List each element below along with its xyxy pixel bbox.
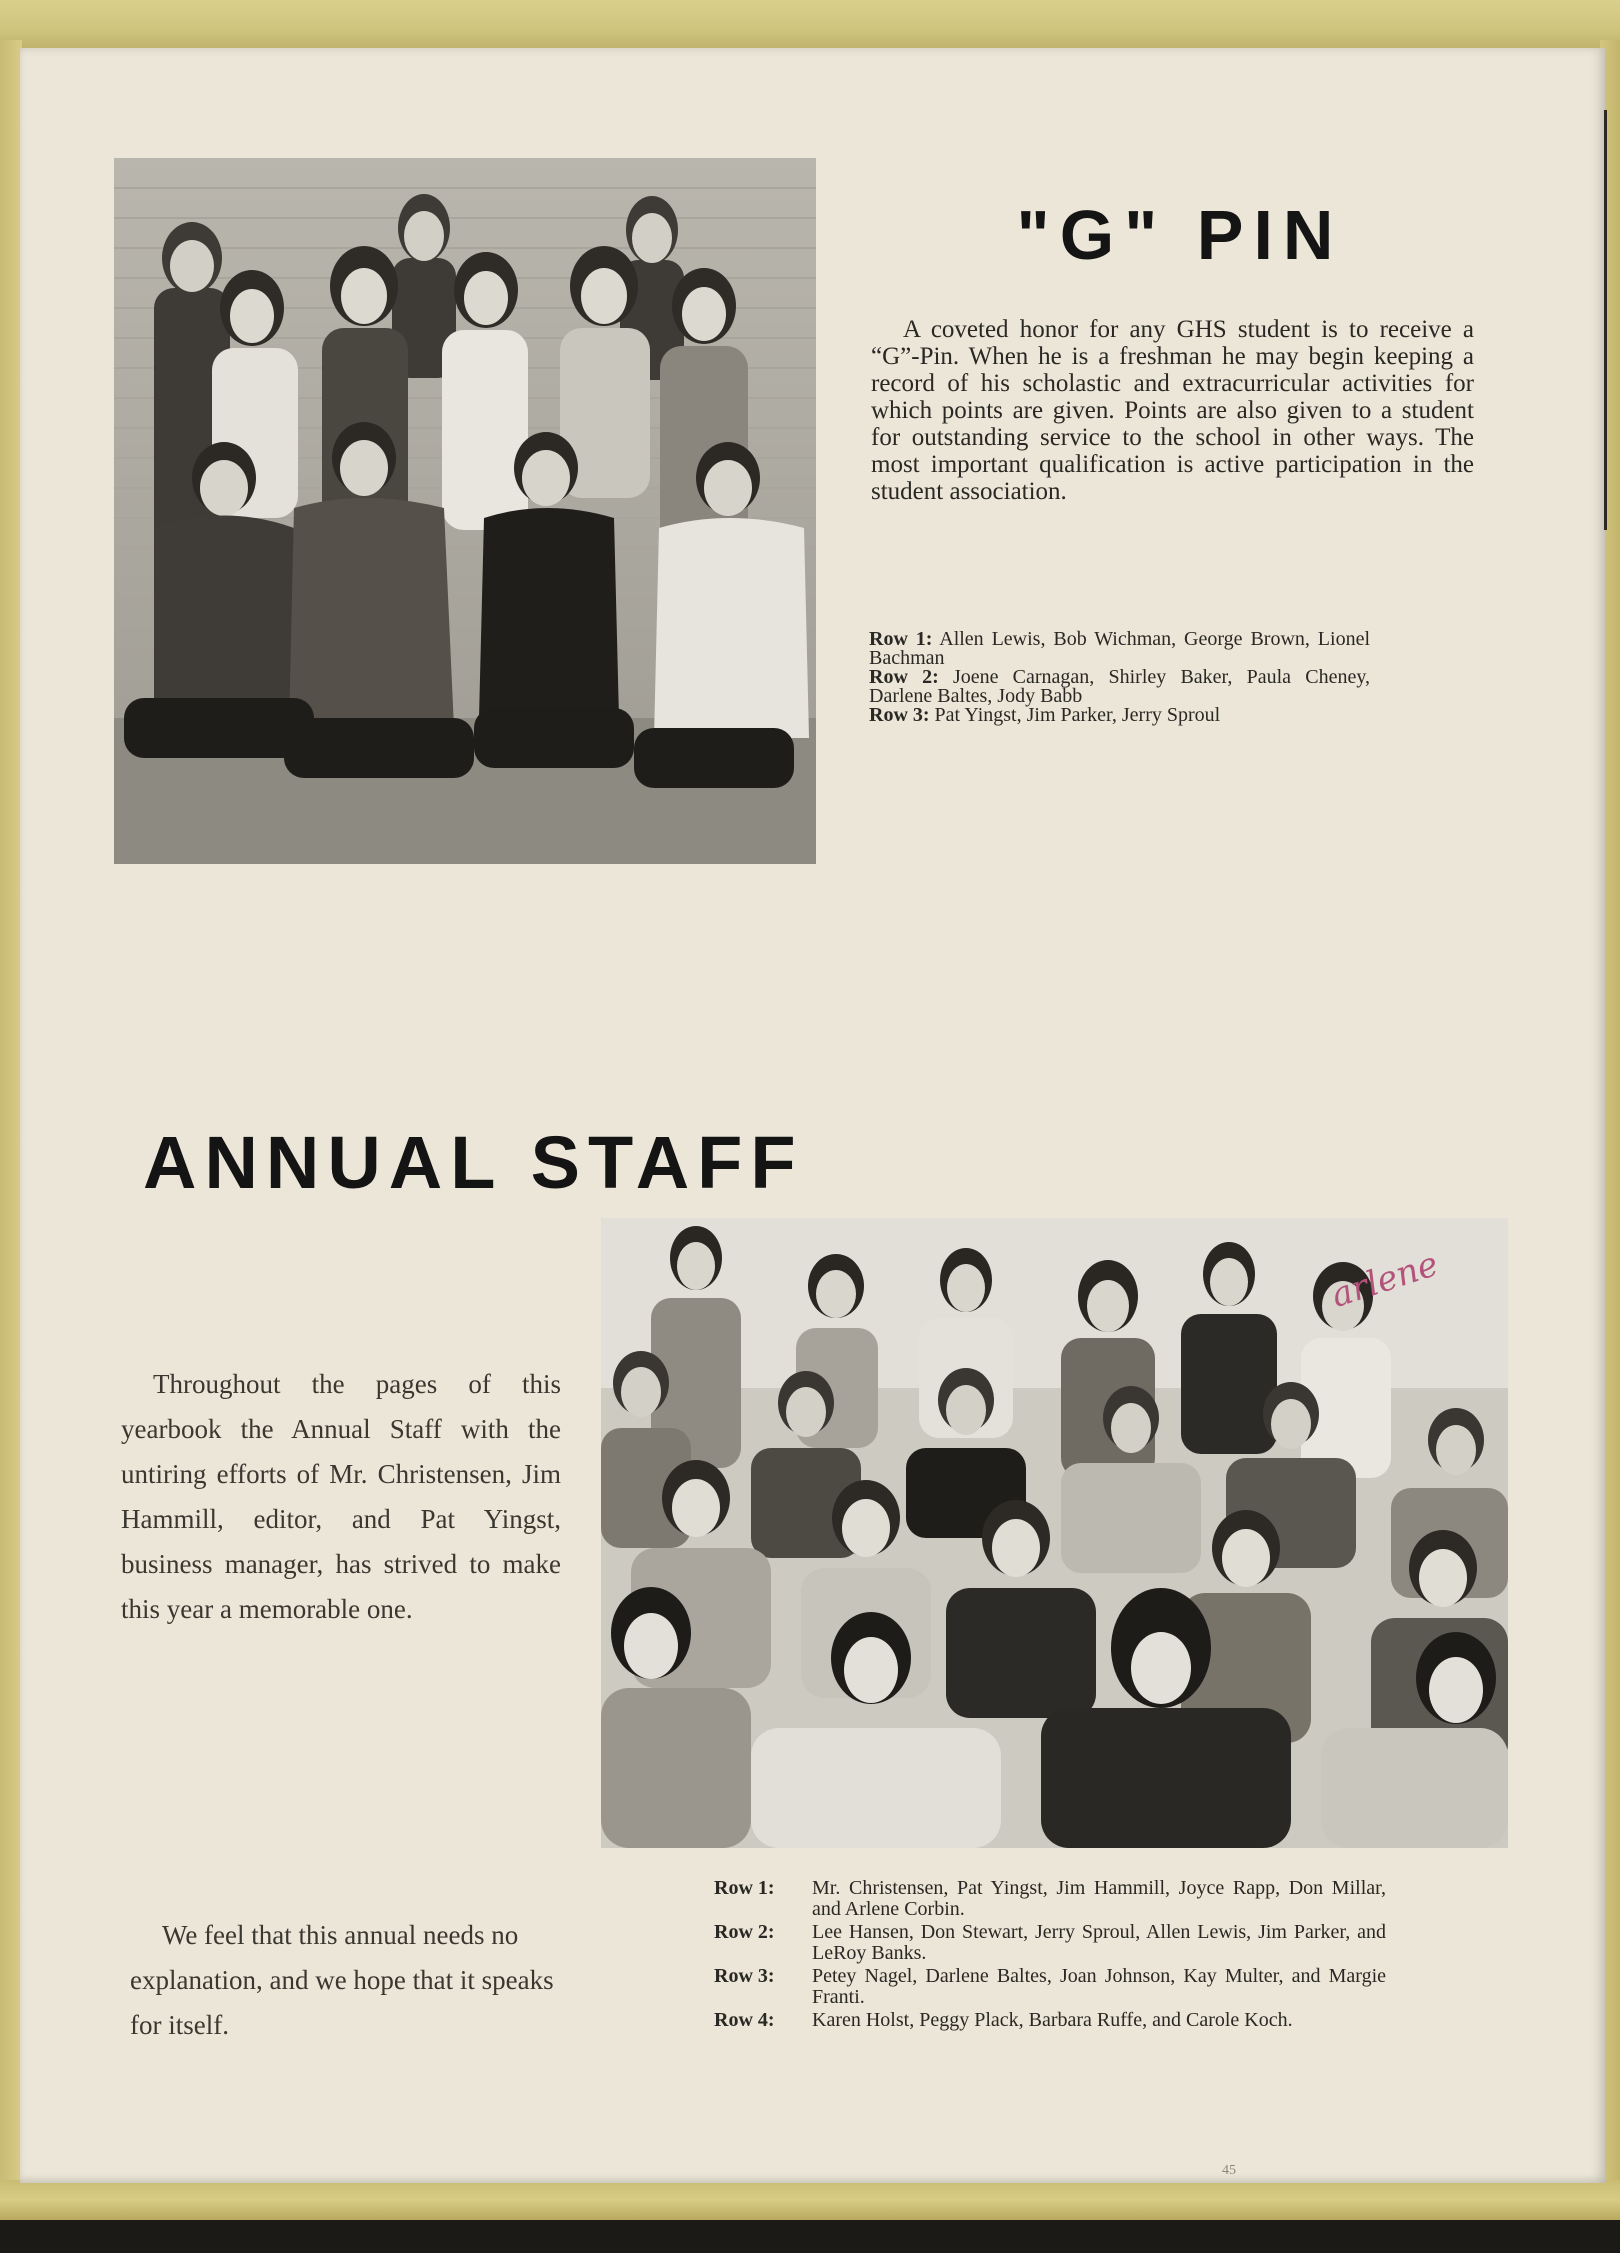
annual-staff-group-photo — [601, 1218, 1508, 1848]
gpin-caption — [869, 630, 1370, 725]
staff-caption-row-1 — [714, 1878, 1386, 1920]
row-names: Lee Hansen, Don Stewart, Jerry Sproul, Allen Lewis, Jim Parker, and LeRoy Banks. — [812, 1921, 1386, 1964]
annual-staff-heading: ANNUAL STAFF — [143, 1121, 804, 1204]
book-cover-top-edge — [0, 0, 1620, 50]
staff-caption-row-2 — [714, 1922, 1386, 1964]
staff-caption-row-4 — [714, 2010, 1386, 2031]
row-label: Row 3: — [869, 704, 930, 726]
gpin-caption-row-3 — [869, 706, 1370, 725]
row-names: Pat Yingst, Jim Parker, Jerry Sproul — [934, 704, 1221, 726]
row-names: Joene Carnagan, Shirley Baker, Paula Cheney, Darlene Baltes, Jody Babb — [869, 666, 1371, 707]
handwritten-signature: arlene — [1326, 1244, 1444, 1316]
row-label: Row 3: — [714, 1965, 775, 1987]
gpin-caption-row-1 — [869, 630, 1370, 668]
gpin-description: A coveted honor for any GHS student is to receive a “G”-Pin. When he is a freshman he may begin keeping a record of his scholastic and extracurricular activities for which points are given. Points are also given to a student for outstanding service to the school in other ways. The most important qualification is active participation in the student association. — [871, 316, 1474, 505]
book-cover-left-edge — [0, 40, 22, 2190]
row-label: Row 1: — [714, 1877, 775, 1899]
book-cover-bottom-edge — [0, 2180, 1620, 2220]
annual-staff-caption — [714, 1878, 1386, 2033]
gpin-caption-row-2 — [869, 668, 1370, 706]
row-label: Row 2: — [714, 1921, 775, 1943]
annual-staff-closing: We feel that this annual needs no explanation, and we hope that it speaks for itself. — [130, 1920, 554, 2040]
row-names: Allen Lewis, Bob Wichman, George Brown, Lionel Bachman — [869, 628, 1370, 669]
row-names: Mr. Christensen, Pat Yingst, Jim Hammill, Joyce Rapp, Don Millar, and Arlene Corbin. — [812, 1877, 1386, 1920]
row-label: Row 4: — [714, 2009, 775, 2031]
row-label: Row 2: — [869, 666, 939, 688]
gpin-photo-graphic — [114, 158, 816, 864]
page-gutter-line — [1604, 110, 1607, 530]
row-names: Karen Holst, Peggy Plack, Barbara Ruffe, and Carole Koch. — [812, 2009, 1293, 2031]
gpin-heading: "G" PIN — [1016, 196, 1344, 274]
row-label: Row 1: — [869, 628, 933, 650]
page-number: 45 — [1222, 2163, 1236, 2178]
annual-staff-intro: Throughout the pages of this yearbook the Annual Staff with the untiring efforts of Mr. Christensen, Jim Hammill, editor, and Pat Yingst, business manager, has strived to make this year a memorable one. — [121, 1369, 561, 1624]
row-names: Petey Nagel, Darlene Baltes, Joan Johnson, Kay Multer, and Margie Franti. — [812, 1965, 1386, 2008]
annual-staff-photo-graphic — [601, 1218, 1508, 1848]
gpin-group-photo — [114, 158, 816, 864]
staff-caption-row-3 — [714, 1966, 1386, 2008]
